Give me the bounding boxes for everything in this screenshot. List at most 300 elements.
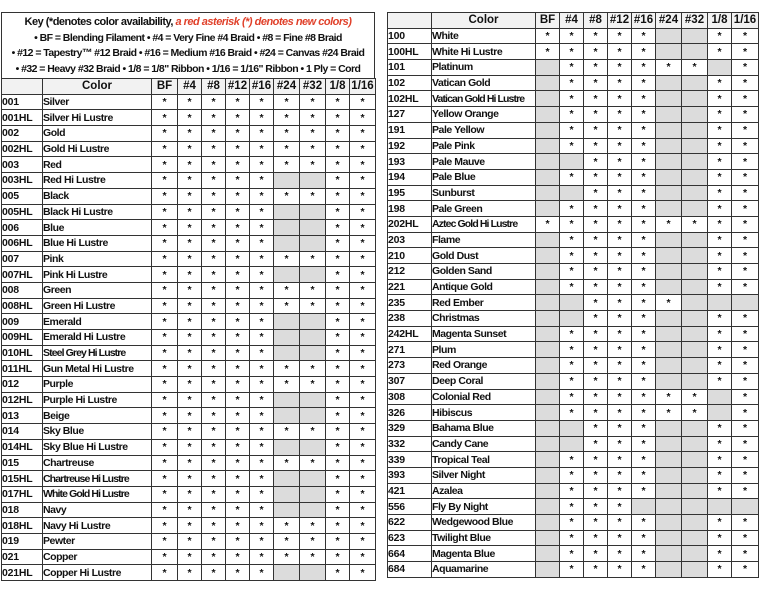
availability-mark: *: [226, 173, 250, 189]
availability-empty: [708, 389, 732, 405]
availability-empty: [274, 314, 300, 330]
availability-empty: [274, 220, 300, 236]
availability-mark: *: [656, 389, 682, 405]
color-code: 271: [388, 342, 432, 358]
availability-mark: *: [708, 201, 732, 217]
availability-mark: *: [708, 122, 732, 138]
color-name: Candy Cane: [432, 436, 536, 452]
table-row: [388, 216, 759, 232]
availability-mark: *: [708, 515, 732, 531]
availability-mark: *: [178, 424, 202, 440]
availability-mark: *: [656, 405, 682, 421]
availability-mark: *: [152, 141, 178, 157]
availability-mark: *: [584, 389, 608, 405]
availability-empty: [300, 235, 326, 251]
availability-mark: *: [274, 282, 300, 298]
availability-empty: [300, 408, 326, 424]
availability-mark: *: [608, 342, 632, 358]
availability-mark: *: [152, 204, 178, 220]
availability-empty: [682, 248, 708, 264]
availability-empty: [682, 483, 708, 499]
availability-mark: *: [326, 204, 350, 220]
availability-mark: *: [178, 267, 202, 283]
color-name: Red: [43, 157, 152, 173]
availability-mark: *: [152, 533, 178, 549]
availability-mark: *: [560, 515, 584, 531]
availability-mark: *: [178, 204, 202, 220]
color-name: Navy Hi Lustre: [43, 518, 152, 534]
availability-mark: *: [708, 44, 732, 60]
availability-mark: *: [732, 122, 759, 138]
availability-mark: *: [632, 515, 656, 531]
color-code: 012: [2, 377, 43, 393]
availability-mark: *: [608, 515, 632, 531]
availability-mark: *: [152, 220, 178, 236]
table-row: [2, 298, 376, 314]
availability-mark: *: [326, 408, 350, 424]
color-name: Pale Pink: [432, 138, 536, 154]
availability-mark: *: [152, 110, 178, 126]
availability-mark: *: [732, 530, 759, 546]
color-code: 329: [388, 420, 432, 436]
availability-mark: *: [560, 467, 584, 483]
availability-mark: *: [226, 392, 250, 408]
availability-empty: [656, 264, 682, 280]
availability-mark: *: [152, 549, 178, 565]
availability-empty: [682, 185, 708, 201]
availability-mark: *: [152, 330, 178, 346]
availability-mark: *: [560, 201, 584, 217]
availability-mark: *: [632, 342, 656, 358]
availability-mark: *: [708, 467, 732, 483]
availability-mark: *: [584, 154, 608, 170]
color-name: Blue: [43, 220, 152, 236]
availability-mark: *: [152, 518, 178, 534]
availability-mark: *: [326, 518, 350, 534]
availability-mark: *: [178, 518, 202, 534]
availability-mark: *: [226, 126, 250, 142]
color-name: Yellow Orange: [432, 107, 536, 123]
availability-mark: *: [350, 251, 376, 267]
availability-empty: [682, 75, 708, 91]
availability-mark: *: [560, 107, 584, 123]
availability-mark: *: [632, 436, 656, 452]
availability-mark: *: [250, 565, 274, 581]
availability-mark: *: [152, 361, 178, 377]
color-name: Vatican Gold: [432, 75, 536, 91]
availability-mark: *: [350, 471, 376, 487]
availability-empty: [274, 392, 300, 408]
availability-mark: *: [202, 188, 226, 204]
table-row: [2, 330, 376, 346]
color-name: Christmas: [432, 311, 536, 327]
availability-empty: [274, 204, 300, 220]
availability-mark: *: [178, 126, 202, 142]
availability-mark: *: [300, 141, 326, 157]
availability-mark: *: [178, 235, 202, 251]
availability-mark: *: [178, 408, 202, 424]
availability-mark: *: [656, 295, 682, 311]
color-name: Azalea: [432, 483, 536, 499]
color-name: Fly By Night: [432, 499, 536, 515]
color-code: 010HL: [2, 345, 43, 361]
availability-mark: *: [632, 358, 656, 374]
availability-mark: *: [632, 483, 656, 499]
table-row: [2, 518, 376, 534]
availability-mark: *: [226, 471, 250, 487]
availability-empty: [274, 330, 300, 346]
availability-mark: *: [708, 232, 732, 248]
availability-mark: *: [708, 248, 732, 264]
availability-mark: *: [584, 467, 608, 483]
availability-mark: *: [708, 452, 732, 468]
availability-mark: *: [732, 452, 759, 468]
color-name: Plum: [432, 342, 536, 358]
availability-mark: *: [708, 530, 732, 546]
availability-mark: *: [152, 235, 178, 251]
color-name: Chartreuse: [43, 455, 152, 471]
availability-empty: [656, 75, 682, 91]
color-name: Navy: [43, 502, 152, 518]
availability-mark: *: [274, 188, 300, 204]
availability-mark: *: [178, 282, 202, 298]
size-column-header: 1/8: [708, 13, 732, 29]
availability-mark: *: [152, 173, 178, 189]
color-name: Wedgewood Blue: [432, 515, 536, 531]
availability-mark: *: [350, 502, 376, 518]
code-column-header: [2, 79, 43, 95]
availability-empty: [656, 122, 682, 138]
availability-mark: *: [178, 330, 202, 346]
table-row: [2, 471, 376, 487]
availability-empty: [560, 185, 584, 201]
color-name: Purple: [43, 377, 152, 393]
table-row: [388, 546, 759, 562]
availability-empty: [300, 314, 326, 330]
color-name: Aztec Gold Hi Lustre: [432, 216, 536, 232]
availability-mark: *: [560, 75, 584, 91]
availability-mark: *: [226, 220, 250, 236]
color-code: 018: [2, 502, 43, 518]
table-row: [2, 314, 376, 330]
availability-mark: *: [152, 126, 178, 142]
color-code: 008: [2, 282, 43, 298]
table-row: [388, 60, 759, 76]
availability-mark: *: [708, 169, 732, 185]
availability-mark: *: [350, 204, 376, 220]
availability-mark: *: [178, 361, 202, 377]
availability-mark: *: [560, 28, 584, 44]
color-name: Sky Blue: [43, 424, 152, 440]
availability-mark: *: [608, 436, 632, 452]
availability-mark: *: [632, 232, 656, 248]
availability-mark: *: [350, 282, 376, 298]
availability-empty: [300, 565, 326, 581]
availability-mark: *: [632, 389, 656, 405]
availability-empty: [536, 467, 560, 483]
color-name: Bahama Blue: [432, 420, 536, 436]
color-name: Green Hi Lustre: [43, 298, 152, 314]
availability-mark: *: [708, 420, 732, 436]
availability-mark: *: [732, 138, 759, 154]
color-name: Pale Mauve: [432, 154, 536, 170]
availability-empty: [656, 358, 682, 374]
availability-mark: *: [608, 107, 632, 123]
availability-mark: *: [350, 94, 376, 110]
availability-mark: *: [732, 264, 759, 280]
availability-mark: *: [250, 424, 274, 440]
availability-mark: *: [732, 185, 759, 201]
availability-mark: *: [226, 345, 250, 361]
table-row: [2, 220, 376, 236]
availability-empty: [656, 436, 682, 452]
color-name: Steel Grey Hi Lustre: [43, 345, 152, 361]
table-row: [388, 107, 759, 123]
availability-mark: *: [560, 279, 584, 295]
availability-mark: *: [608, 373, 632, 389]
size-column-header: BF: [536, 13, 560, 29]
availability-mark: *: [178, 188, 202, 204]
availability-mark: *: [202, 173, 226, 189]
color-name: Copper Hi Lustre: [43, 565, 152, 581]
color-code: 203: [388, 232, 432, 248]
table-row: [388, 122, 759, 138]
availability-mark: *: [732, 201, 759, 217]
availability-mark: *: [226, 533, 250, 549]
availability-empty: [708, 60, 732, 76]
availability-mark: *: [350, 392, 376, 408]
availability-empty: [682, 107, 708, 123]
availability-empty: [536, 264, 560, 280]
color-name: Black Hi Lustre: [43, 204, 152, 220]
availability-mark: *: [682, 405, 708, 421]
color-name: Chartreuse Hi Lustre: [43, 471, 152, 487]
availability-mark: *: [732, 405, 759, 421]
availability-mark: *: [584, 546, 608, 562]
color-code: 001HL: [2, 110, 43, 126]
color-name: Pewter: [43, 533, 152, 549]
color-code: 014HL: [2, 439, 43, 455]
availability-mark: *: [708, 185, 732, 201]
table-row: [388, 248, 759, 264]
table-row: [388, 154, 759, 170]
availability-mark: *: [178, 439, 202, 455]
availability-mark: *: [584, 499, 608, 515]
color-code: 326: [388, 405, 432, 421]
availability-mark: *: [250, 235, 274, 251]
availability-mark: *: [632, 279, 656, 295]
color-code: 002: [2, 126, 43, 142]
color-code: 015: [2, 455, 43, 471]
availability-mark: *: [560, 44, 584, 60]
availability-mark: *: [178, 533, 202, 549]
availability-mark: *: [560, 405, 584, 421]
availability-mark: *: [178, 565, 202, 581]
availability-empty: [536, 342, 560, 358]
availability-empty: [274, 235, 300, 251]
availability-mark: *: [560, 232, 584, 248]
availability-mark: *: [732, 389, 759, 405]
availability-mark: *: [326, 502, 350, 518]
table-row: [2, 110, 376, 126]
availability-mark: *: [226, 518, 250, 534]
color-code: 014: [2, 424, 43, 440]
availability-mark: *: [608, 499, 632, 515]
color-code: 021: [2, 549, 43, 565]
availability-mark: *: [682, 216, 708, 232]
availability-mark: *: [632, 75, 656, 91]
availability-mark: *: [560, 60, 584, 76]
availability-mark: *: [632, 264, 656, 280]
availability-mark: *: [326, 424, 350, 440]
availability-mark: *: [560, 452, 584, 468]
right-panel: [387, 12, 758, 578]
color-name: Magenta Blue: [432, 546, 536, 562]
availability-mark: *: [326, 235, 350, 251]
availability-mark: *: [350, 345, 376, 361]
availability-mark: *: [732, 154, 759, 170]
size-column-header: #12: [226, 79, 250, 95]
color-code: 102: [388, 75, 432, 91]
availability-mark: *: [632, 248, 656, 264]
size-column-header: #4: [178, 79, 202, 95]
availability-mark: *: [560, 216, 584, 232]
availability-mark: *: [584, 91, 608, 107]
color-code: 393: [388, 467, 432, 483]
color-name: Hibiscus: [432, 405, 536, 421]
availability-mark: *: [274, 126, 300, 142]
availability-empty: [656, 562, 682, 578]
availability-mark: *: [632, 154, 656, 170]
color-name: Pale Blue: [432, 169, 536, 185]
availability-mark: *: [732, 326, 759, 342]
availability-empty: [656, 467, 682, 483]
key-line-1-text: Key (*denotes color availability,: [24, 16, 173, 28]
availability-mark: *: [250, 502, 274, 518]
availability-mark: *: [608, 358, 632, 374]
color-column-header: Color: [43, 79, 152, 95]
color-code: 012HL: [2, 392, 43, 408]
availability-mark: *: [152, 471, 178, 487]
availability-mark: *: [584, 358, 608, 374]
color-name: Vatican Gold Hi Lustre: [432, 91, 536, 107]
availability-mark: *: [632, 452, 656, 468]
availability-mark: *: [274, 251, 300, 267]
availability-mark: *: [326, 141, 350, 157]
availability-mark: *: [632, 44, 656, 60]
availability-mark: *: [326, 471, 350, 487]
availability-mark: *: [632, 28, 656, 44]
availability-mark: *: [584, 122, 608, 138]
color-name: Silver Night: [432, 467, 536, 483]
color-name: Platinum: [432, 60, 536, 76]
availability-mark: *: [326, 157, 350, 173]
availability-empty: [274, 502, 300, 518]
availability-mark: *: [226, 455, 250, 471]
availability-mark: *: [350, 408, 376, 424]
availability-mark: *: [202, 518, 226, 534]
size-column-header: #16: [250, 79, 274, 95]
availability-mark: *: [350, 486, 376, 502]
availability-mark: *: [656, 60, 682, 76]
availability-mark: *: [226, 486, 250, 502]
key-line-3: • #12 = Tapestry™ #12 Braid • #16 = Medium #16 Braid • #24 = Canvas #24 Braid: [11, 47, 365, 59]
availability-mark: *: [632, 405, 656, 421]
availability-mark: *: [152, 188, 178, 204]
availability-mark: *: [732, 216, 759, 232]
table-row: [388, 515, 759, 531]
availability-mark: *: [708, 326, 732, 342]
size-column-header: BF: [152, 79, 178, 95]
availability-empty: [656, 44, 682, 60]
table-row: [388, 373, 759, 389]
table-row: [388, 75, 759, 91]
availability-mark: *: [202, 408, 226, 424]
availability-mark: *: [226, 282, 250, 298]
availability-mark: *: [608, 91, 632, 107]
color-name: Gold Hi Lustre: [43, 141, 152, 157]
availability-empty: [536, 405, 560, 421]
availability-mark: *: [178, 455, 202, 471]
table-row: [388, 499, 759, 515]
availability-mark: *: [584, 169, 608, 185]
availability-mark: *: [202, 110, 226, 126]
availability-empty: [536, 483, 560, 499]
availability-mark: *: [560, 342, 584, 358]
availability-mark: *: [708, 91, 732, 107]
availability-empty: [536, 248, 560, 264]
availability-mark: *: [608, 295, 632, 311]
availability-mark: *: [152, 408, 178, 424]
availability-mark: *: [178, 486, 202, 502]
table-row: [2, 141, 376, 157]
availability-empty: [536, 201, 560, 217]
availability-empty: [536, 562, 560, 578]
color-code: 210: [388, 248, 432, 264]
availability-empty: [560, 436, 584, 452]
table-row: [388, 44, 759, 60]
color-code: 005HL: [2, 204, 43, 220]
color-code: 018HL: [2, 518, 43, 534]
color-name: Silver: [43, 94, 152, 110]
availability-mark: *: [732, 358, 759, 374]
availability-mark: *: [250, 157, 274, 173]
availability-mark: *: [584, 60, 608, 76]
availability-mark: *: [300, 110, 326, 126]
code-column-header: [388, 13, 432, 29]
availability-mark: *: [152, 251, 178, 267]
availability-mark: *: [632, 295, 656, 311]
availability-mark: *: [152, 377, 178, 393]
availability-mark: *: [584, 311, 608, 327]
availability-mark: *: [226, 188, 250, 204]
availability-empty: [682, 420, 708, 436]
color-code: 623: [388, 530, 432, 546]
availability-mark: *: [608, 248, 632, 264]
color-name: Emerald: [43, 314, 152, 330]
availability-mark: *: [560, 389, 584, 405]
table-row: [2, 424, 376, 440]
table-row: [388, 311, 759, 327]
color-code: 005: [2, 188, 43, 204]
availability-mark: *: [608, 389, 632, 405]
left-header-row: [2, 79, 376, 95]
availability-empty: [536, 91, 560, 107]
availability-mark: *: [202, 565, 226, 581]
availability-mark: *: [350, 298, 376, 314]
availability-empty: [274, 565, 300, 581]
availability-empty: [656, 138, 682, 154]
